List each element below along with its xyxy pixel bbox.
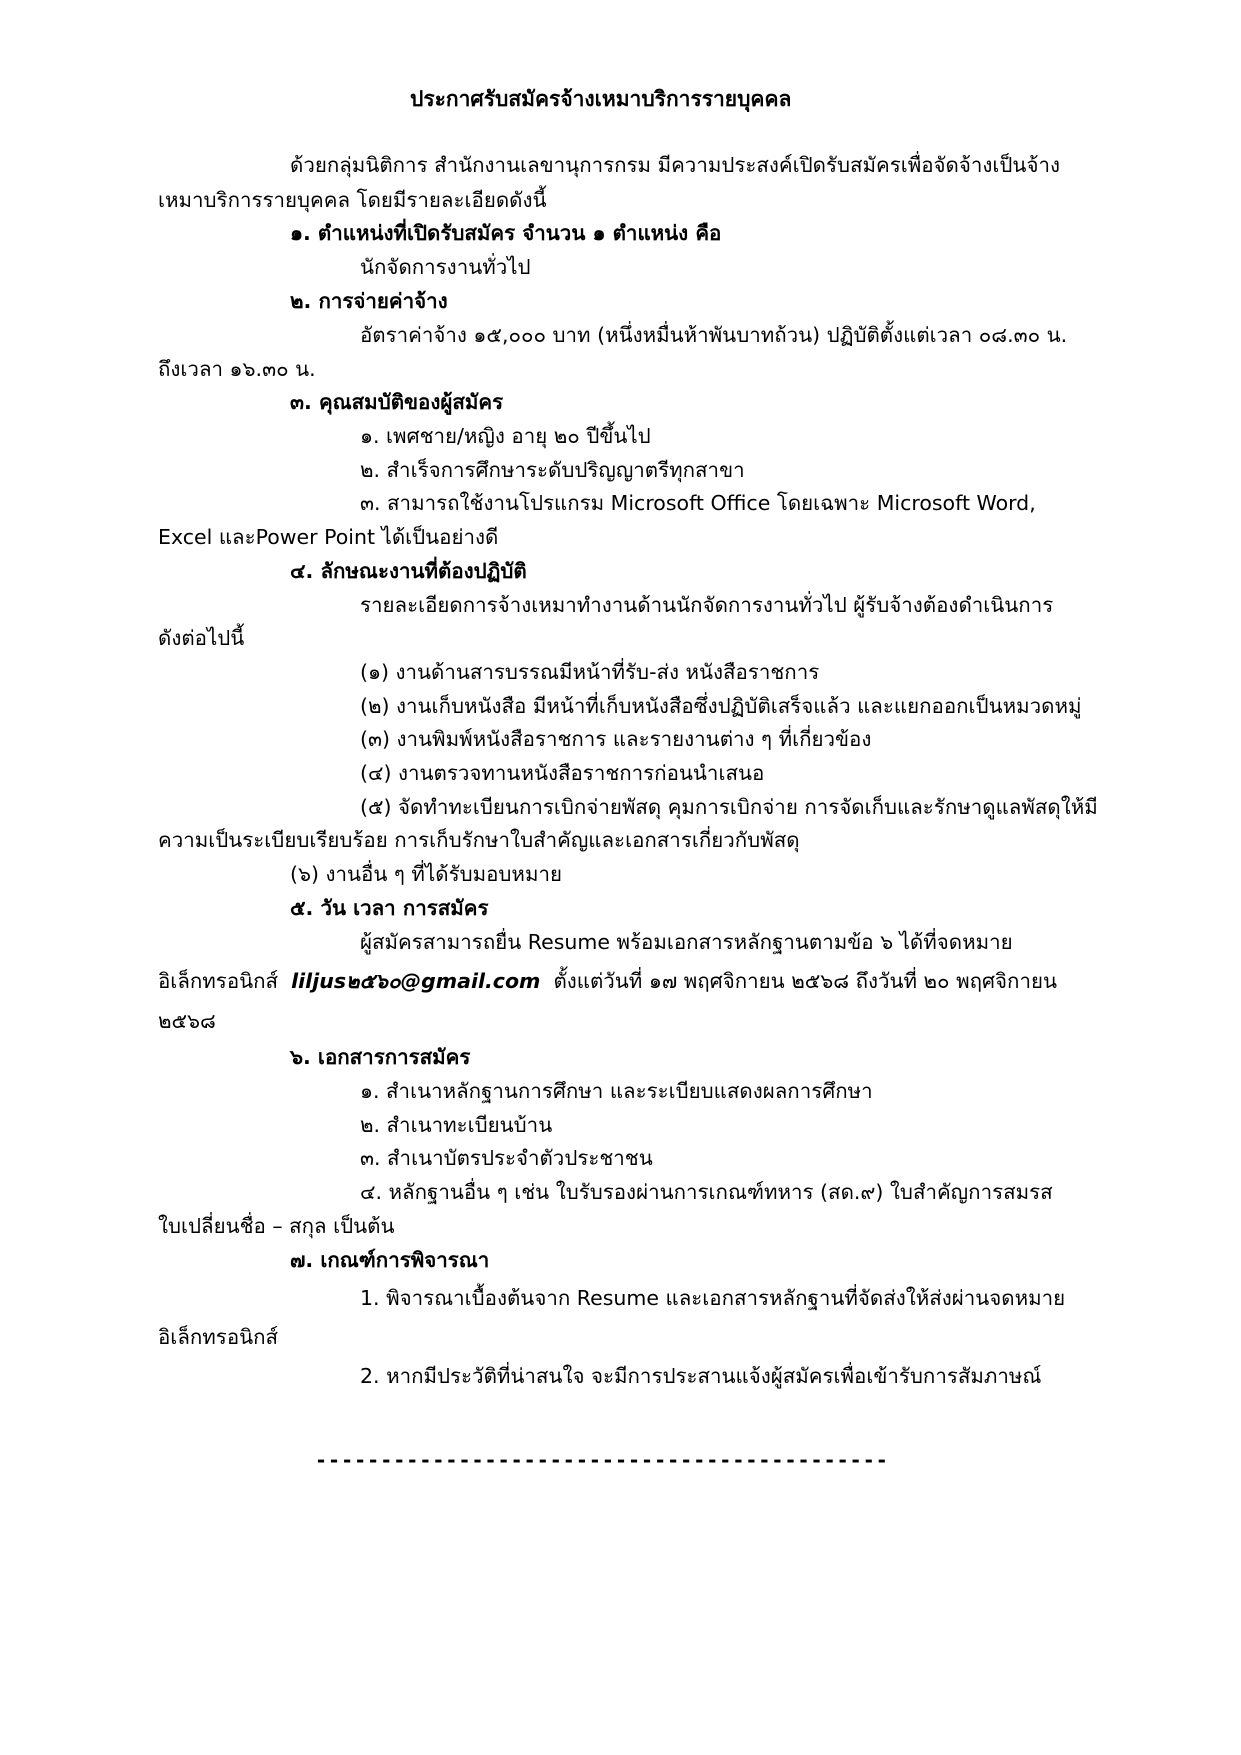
section-7-item-1-line-2: อิเล็กทรอนิกส์: [158, 1325, 279, 1349]
section-6-item-4-line-1: ๔. หลักฐานอื่น ๆ เช่น ใบรับรองผ่านการเกณฑ์ทหาร (สด.๙) ใบสำคัญการสมรส: [360, 1180, 1053, 1204]
section-6-item-1: ๑. สำเนาหลักฐานการศึกษา และระเบียบแสดงผลการศึกษา: [360, 1079, 873, 1103]
application-email[interactable]: liljus๒๕๖๐@gmail.com: [291, 969, 541, 993]
section-3-item-2: ๒. สำเร็จการศึกษาระดับปริญญาตรีทุกสาขา: [360, 458, 745, 482]
section-5-line-2: [158, 966, 1057, 996]
intro-line-1: ด้วยกลุ่มนิติการ สำนักงานเลขานุการกรม มีความประสงค์เปิดรับสมัครเพื่อจัดจ้างเป็นจ้าง: [290, 153, 1060, 177]
section-3-item-3-line-1: ๓. สามารถใช้งานโปรแกรม Microsoft Office โดยเฉพาะ Microsoft Word,: [360, 491, 1036, 515]
section-1-body: นักจัดการงานทั่วไป: [360, 255, 531, 279]
section-5-line-1: ผู้สมัครสามารถยื่น Resume พร้อมเอกสารหลักฐานตามข้อ ๖ ได้ที่จดหมาย: [360, 930, 1013, 954]
section-1-heading: ๑. ตำแหน่งที่เปิดรับสมัคร จำนวน ๑ ตำแหน่ง คือ: [290, 221, 722, 245]
section-4-task-2: (๒) งานเก็บหนังสือ มีหน้าที่เก็บหนังสือซึ่งปฏิบัติเสร็จแล้ว และแยกออกเป็นหมวดหมู่: [360, 694, 1082, 718]
section-2-line-1: อัตราค่าจ้าง ๑๕,๐๐๐ บาท (หนึ่งหมื่นห้าพันบาทถ้วน) ปฏิบัติตั้งแต่เวลา ๐๘.๓๐ น.: [360, 323, 1068, 347]
end-separator: --------------------------------------------: [315, 1448, 889, 1472]
section-7-item-1-line-1: 1. พิจารณาเบื้องต้นจาก Resume และเอกสารหลักฐานที่จัดส่งให้ส่งผ่านจดหมาย: [360, 1286, 1066, 1310]
section-7-item-2: 2. หากมีประวัติที่น่าสนใจ จะมีการประสานแจ้งผู้สมัครเพื่อเข้ารับการสัมภาษณ์: [360, 1364, 1042, 1388]
section-4-task-6: (๖) งานอื่น ๆ ที่ได้รับมอบหมาย: [290, 862, 562, 886]
section-4-task-5-line-2: ความเป็นระเบียบเรียบร้อย การเก็บรักษาใบสำคัญและเอกสารเกี่ยวกับพัสดุ: [158, 828, 800, 852]
section-3-item-1: ๑. เพศชาย/หญิง อายุ ๒๐ ปีขึ้นไป: [360, 424, 651, 448]
section-2-line-2: ถึงเวลา ๑๖.๓๐ น.: [158, 357, 316, 381]
section-3-item-3-line-2: Excel และPower Point ได้เป็นอย่างดี: [158, 525, 499, 549]
section-6-item-2: ๒. สำเนาทะเบียนบ้าน: [360, 1113, 553, 1137]
section-4-task-4: (๔) งานตรวจทานหนังสือราชการก่อนนำเสนอ: [360, 761, 765, 785]
section-7-heading: ๗. เกณฑ์การพิจารณา: [290, 1248, 490, 1272]
section-4-intro-line-2: ดังต่อไปนี้: [158, 626, 245, 650]
section-5-line-3: ๒๕๖๘: [158, 1009, 216, 1033]
section-6-item-4-line-2: ใบเปลี่ยนชื่อ – สกุล เป็นต้น: [158, 1214, 395, 1238]
document-title: ประกาศรับสมัครจ้างเหมาบริการรายบุคคล: [410, 87, 792, 111]
section-4-task-5-line-1: (๕) จัดทำทะเบียนการเบิกจ่ายพัสดุ คุมการเบิกจ่าย การจัดเก็บและรักษาดูแลพัสดุให้มี: [360, 795, 1098, 819]
section-6-item-3: ๓. สำเนาบัตรประจำตัวประชาชน: [360, 1146, 653, 1170]
section-5-heading: ๕. วัน เวลา การสมัคร: [290, 896, 489, 920]
section-5-line-2-prefix: อิเล็กทรอนิกส์: [158, 969, 279, 993]
section-4-task-3: (๓) งานพิมพ์หนังสือราชการ และรายงานต่าง ๆ ที่เกี่ยวข้อง: [360, 727, 872, 751]
section-3-heading: ๓. คุณสมบัติของผู้สมัคร: [290, 390, 504, 414]
section-4-task-1: (๑) งานด้านสารบรรณมีหน้าที่รับ-ส่ง หนังสือราชการ: [360, 660, 820, 684]
section-5-line-2-suffix: ตั้งแต่วันที่ ๑๗ พฤศจิกายน ๒๕๖๘ ถึงวันที่ ๒๐ พฤศจิกายน: [553, 969, 1057, 993]
section-6-heading: ๖. เอกสารการสมัคร: [290, 1045, 471, 1069]
intro-line-2: เหมาบริการรายบุคคล โดยมีรายละเอียดดังนี้: [158, 188, 547, 212]
section-4-intro-line-1: รายละเอียดการจ้างเหมาทำงานด้านนักจัดการงานทั่วไป ผู้รับจ้างต้องดำเนินการ: [360, 593, 1054, 617]
section-4-heading: ๔. ลักษณะงานที่ต้องปฏิบัติ: [290, 559, 527, 583]
section-2-heading: ๒. การจ่ายค่าจ้าง: [290, 289, 448, 313]
